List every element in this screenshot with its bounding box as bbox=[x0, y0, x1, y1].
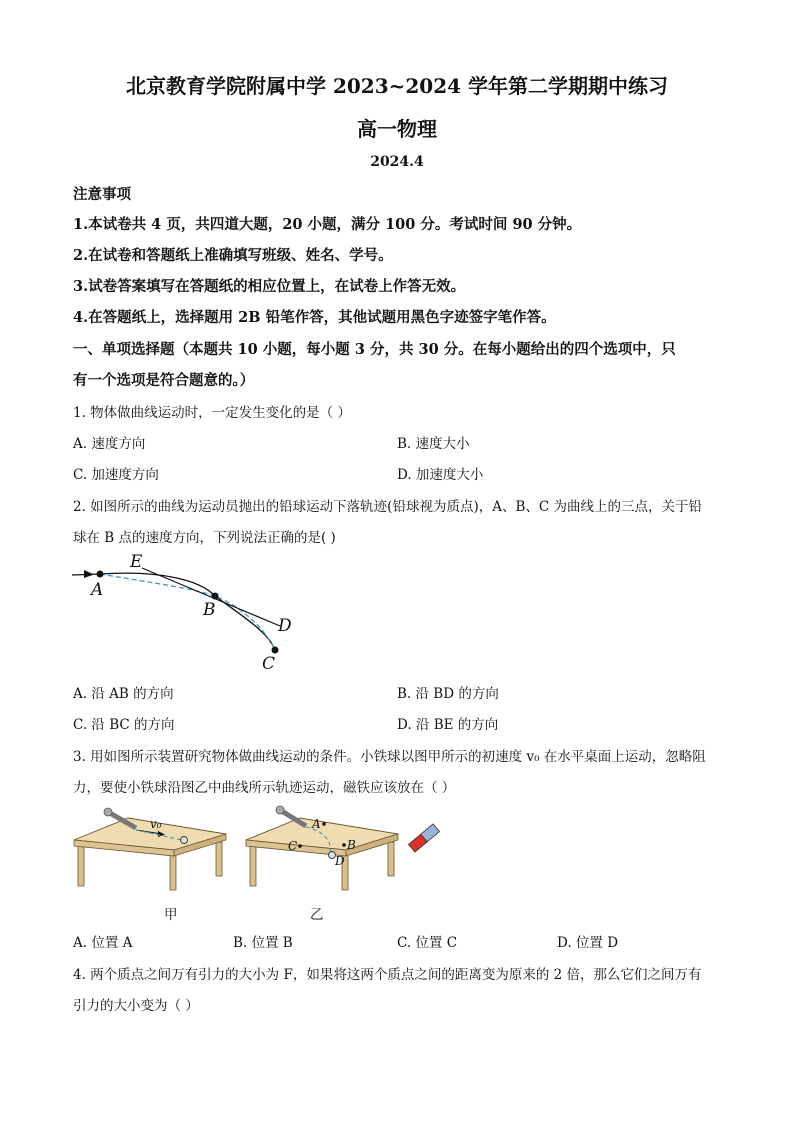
note-item: 3.试卷答案填写在答题纸的相应位置上，在试卷上作答无效。 bbox=[73, 278, 466, 295]
dashed-trajectory bbox=[100, 574, 275, 650]
label-b: B bbox=[203, 600, 216, 620]
q2-option-a: A. 沿 AB 的方向 bbox=[73, 686, 174, 702]
label-a: A bbox=[91, 580, 104, 600]
solid-curve bbox=[100, 573, 275, 650]
point-b bbox=[212, 593, 219, 600]
q2-option-d: D. 沿 BE 的方向 bbox=[397, 717, 499, 733]
question-4-stem-cont: 引力的大小变为（ ） bbox=[73, 998, 199, 1014]
caption-yi: 乙 bbox=[310, 907, 324, 923]
q3-option-a: A. 位置 A bbox=[73, 935, 133, 951]
label-a: A bbox=[312, 817, 321, 831]
q2-option-c: C. 沿 BC 的方向 bbox=[73, 717, 175, 733]
question-2-stem: 2. 如图所示的曲线为运动员抛出的铅球运动下落轨迹(铅球视为质点)，A、B、C 为曲线上的三点，关于铅 bbox=[73, 499, 702, 515]
arrow-head bbox=[84, 570, 94, 578]
section-heading: 一、单项选择题（本题共 10 小题，每小题 3 分，共 30 分。在每小题给出的四个选项中，只 bbox=[73, 341, 676, 358]
label-c: C bbox=[262, 654, 276, 674]
q3-option-d: D. 位置 D bbox=[557, 935, 619, 951]
iron-ball bbox=[181, 837, 188, 844]
page-subtitle: 高一物理 bbox=[357, 117, 437, 141]
label-d: D bbox=[335, 854, 345, 868]
q2-option-b: B. 沿 BD 的方向 bbox=[397, 686, 499, 702]
label-v0: v₀ bbox=[150, 817, 162, 831]
question-2-stem-cont: 球在 B 点的速度方向，下列说法正确的是( ) bbox=[73, 530, 336, 546]
note-item: 2.在试卷和答题纸上准确填写班级、姓名、学号。 bbox=[73, 247, 393, 264]
question-3-stem: 3. 用如图所示装置研究物体做曲线运动的条件。小铁球以图甲所示的初速度 v₀ 在水平桌面上运动，忽略阻 bbox=[73, 749, 706, 765]
label-b: B bbox=[347, 838, 356, 852]
point-c bbox=[272, 647, 279, 654]
label-c: C bbox=[288, 839, 298, 853]
table-figure-jia bbox=[70, 806, 230, 891]
section-heading-cont: 有一个选项是符合题意的。） bbox=[73, 372, 255, 389]
q3-option-b: B. 位置 B bbox=[233, 935, 293, 951]
question-4-stem: 4. 两个质点之间万有引力的大小为 F，如果将这两个质点之间的距离变为原来的 2 倍，那么它们之间万有 bbox=[73, 967, 702, 983]
note-item: 4.在答题纸上，选择题用 2B 铅笔作答，其他试题用黑色字迹签字笔作答。 bbox=[73, 309, 556, 326]
q1-option-c: C. 加速度方向 bbox=[73, 467, 159, 483]
notes-heading: 注意事项 bbox=[73, 186, 131, 203]
page-title: 北京教育学院附属中学 2023~2024 学年第二学期期中练习 bbox=[125, 74, 668, 98]
q1-option-d: D. 加速度大小 bbox=[397, 467, 484, 483]
q3-option-c: C. 位置 C bbox=[397, 935, 458, 951]
q1-option-a: A. 速度方向 bbox=[73, 436, 146, 452]
exam-date: 2024.4 bbox=[370, 154, 424, 170]
question-1-stem: 1. 物体做曲线运动时，一定发生变化的是（ ） bbox=[73, 405, 351, 421]
point-a bbox=[97, 571, 104, 578]
table-figure-yi bbox=[242, 802, 457, 892]
q1-option-b: B. 速度大小 bbox=[397, 436, 470, 452]
note-item: 1.本试卷共 4 页，共四道大题，20 小题，满分 100 分。考试时间 90 分钟。 bbox=[73, 216, 582, 233]
caption-jia: 甲 bbox=[164, 907, 178, 923]
shot-put-trajectory-figure bbox=[70, 548, 310, 678]
label-e: E bbox=[130, 552, 143, 572]
magnet-icon bbox=[409, 824, 440, 852]
label-d: D bbox=[278, 616, 292, 636]
question-3-stem-cont: 力，要使小铁球沿图乙中曲线所示轨迹运动，磁铁应该放在（ ） bbox=[73, 780, 456, 796]
